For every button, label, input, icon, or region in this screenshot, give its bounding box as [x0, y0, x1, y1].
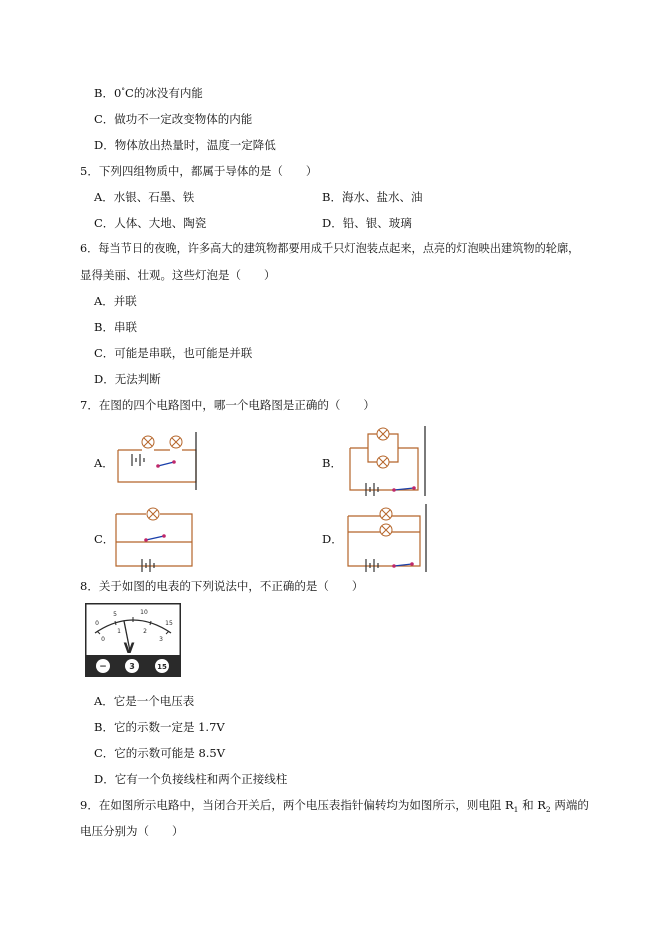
upper-scale-15: 15: [165, 620, 173, 627]
circuit-diagram-c: [112, 500, 196, 572]
q9-stem-line1: 9．在如图所示电路中，当闭合开关后，两个电压表指针偏转均为如图所示，则电阻 $R_1$ 和 $R_2$ 两端的: [80, 798, 589, 814]
q5-option-d: D．铅、银、玻璃: [322, 216, 412, 230]
q5-option-b: B．海水、盐水、油: [322, 190, 423, 204]
q4-option-d: D．物体放出热量时，温度一定降低: [94, 138, 276, 152]
q6-option-b: B．串联: [94, 320, 137, 334]
upper-scale-10: 10: [140, 609, 148, 616]
lower-scale-0: 0: [101, 636, 105, 643]
terminal-15: 15: [157, 663, 167, 671]
q8-option-b: B．它的示数一定是 1.7V: [94, 720, 225, 734]
q8-option-d: D．它有一个负接线柱和两个正接线柱: [94, 772, 288, 786]
q7-label-a: A．: [94, 456, 114, 470]
q5-option-a: A．水银、石墨、铁: [94, 190, 195, 204]
upper-scale-0: 0: [95, 620, 99, 627]
q8-stem: 8．关于如图的电表的下列说法中，不正确的是（ ）: [80, 579, 364, 593]
terminal-3: 3: [129, 662, 135, 671]
q6-option-c: C．可能是串联，也可能是并联: [94, 346, 253, 360]
q7-label-d: D．: [322, 532, 343, 546]
upper-scale-5: 5: [113, 611, 117, 618]
q8-option-c: C．它的示数可能是 8.5V: [94, 746, 226, 760]
lower-scale-1: 1: [117, 628, 121, 635]
q6-option-a: A．并联: [94, 294, 137, 308]
q4-option-b: B．0°C的冰没有内能: [94, 86, 203, 100]
terminal-negative: −: [99, 662, 107, 672]
lower-scale-2: 2: [143, 628, 147, 635]
q5-stem: 5．下列四组物质中，都属于导体的是（ ）: [80, 164, 318, 178]
q5-option-c: C．人体、大地、陶瓷: [94, 216, 207, 230]
q7-label-b: B．: [322, 456, 342, 470]
circuit-diagram-a: [112, 430, 204, 492]
circuit-diagram-b: [340, 424, 430, 496]
q7-stem: 7．在图的四个电路图中，哪一个电路图是正确的（ ）: [80, 398, 375, 412]
q6-stem-line2: 显得美丽、壮观。这些灯泡是（ ）: [80, 268, 276, 282]
q6-stem-line1: 6．每当节日的夜晚，许多高大的建筑物都要用成千只灯泡装点起来，点亮的灯泡映出建筑物的轮廓，: [80, 242, 580, 255]
q7-label-c: C．: [94, 532, 115, 546]
q9-stem-line2: 电压分别为（ ）: [80, 824, 184, 838]
q6-option-d: D．无法判断: [94, 372, 161, 386]
circuit-diagram-d: [340, 502, 430, 572]
q8-option-a: A．它是一个电压表: [94, 694, 195, 708]
lower-scale-3: 3: [159, 636, 163, 643]
q4-option-c: C．做功不一定改变物体的内能: [94, 112, 253, 126]
voltmeter-unit: V: [123, 641, 135, 657]
voltmeter-image: [85, 603, 181, 677]
